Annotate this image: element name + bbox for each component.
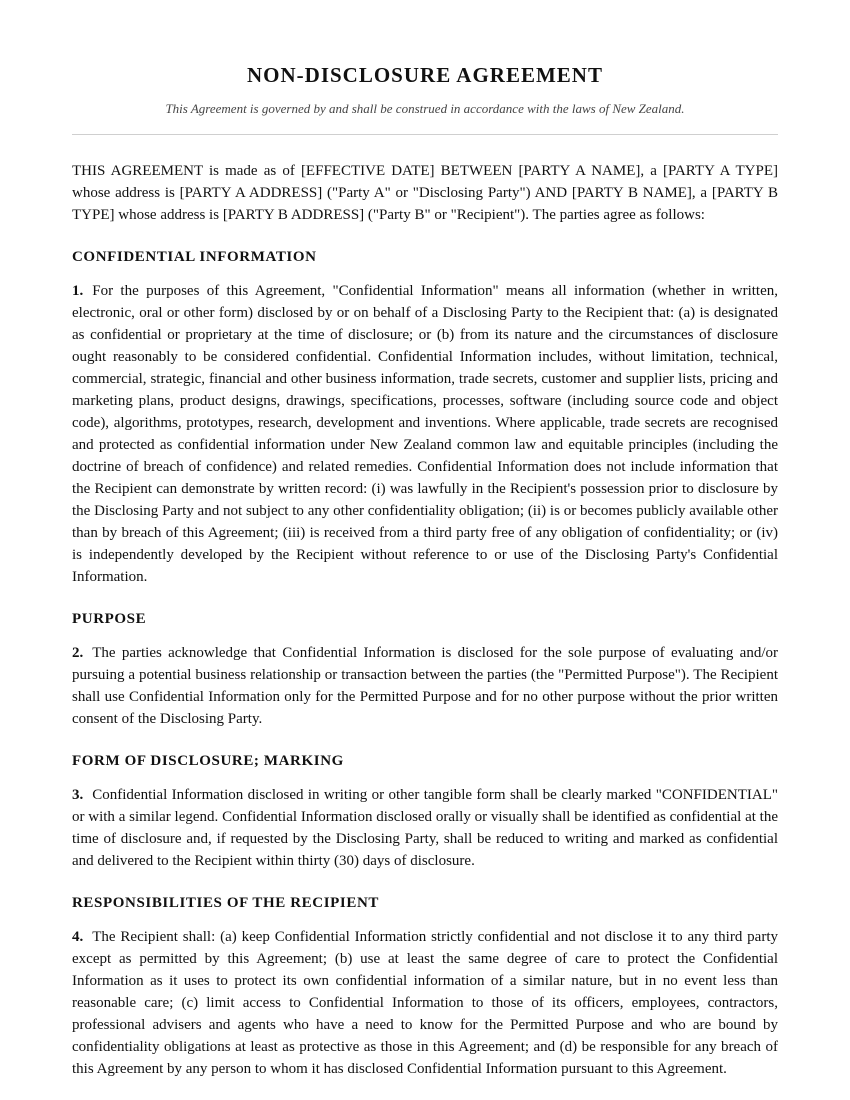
clause-paragraph — [72, 926, 778, 1080]
clause-number: 2. — [72, 645, 84, 661]
section-responsibilities-of-recipient — [72, 893, 778, 1080]
governing-law-note: This Agreement is governed by and shall be construed in accordance with the laws of New Zealand. — [165, 101, 685, 116]
clause-text: For the purposes of this Agreement, "Confidential Information" means all information (whether in written, electronic, oral or other form) disclosed by or on behalf of a Disclosing Party to the Recipient that: (a) is designated as confidential or proprietary at the time of disclosure; or (b) from its nature and the circumstances of disclosure ought reasonably to be considered confidential. Confidential Information includes, without limitation, technical, commercial, strategic, financial and other business information, trade secrets, customer and supplier lists, pricing and marketing plans, product designs, drawings, specifications, processes, software (including source code and object code), algorithms, prototypes, research, development and inventions. Where applicable, trade secrets are recognised and protected as confidential information under New Zealand common law and equitable principles (including the doctrine of breach of confidence) and related remedies. Confidential Information does not include information that the Recipient can demonstrate by written record: (i) was lawfully in the Recipient's possession prior to disclosure by the Disclosing Party and not subject to any other confidentiality obligation; (ii) is or becomes publicly available other than by breach of this Agreement; (iii) is received from a third party free of any obligation of confidentiality; or (iv) is independently developed by the Recipient without reference to or use of the Disclosing Party's Confidential Information. — [72, 283, 778, 585]
section-confidential-information — [72, 247, 778, 588]
header-divider — [72, 134, 778, 135]
clause-paragraph — [72, 642, 778, 730]
section-heading: CONFIDENTIAL INFORMATION — [72, 249, 317, 265]
clause-number: 4. — [72, 929, 84, 945]
clause-text: Confidential Information disclosed in writing or other tangible form shall be clearly marked "CONFIDENTIAL" or with a similar legend. Confidential Information disclosed orally or visually shall be identified as confidential at the time of disclosure and, if requested by the Disclosing Party, shall be reduced to writing and marked as confidential and delivered to the Recipient within thirty (30) days of disclosure. — [72, 787, 778, 869]
section-heading: PURPOSE — [72, 611, 147, 627]
clause-paragraph — [72, 784, 778, 872]
preamble-paragraph: THIS AGREEMENT is made as of [EFFECTIVE DATE] BETWEEN [PARTY A NAME], a [PARTY A TYPE] whose address is [PARTY A ADDRESS] ("Party A" or "Disclosing Party") AND [PARTY B NAME], a [PARTY B TYPE] whose address is [PARTY B ADDRESS] ("Party B" or "Recipient"). The parties agree as follows: — [72, 163, 778, 223]
section-heading: RESPONSIBILITIES OF THE RECIPIENT — [72, 895, 379, 911]
clause-number: 1. — [72, 283, 84, 299]
clause-number: 3. — [72, 787, 84, 803]
section-form-of-disclosure — [72, 751, 778, 872]
document-page — [72, 62, 778, 1080]
clause-paragraph — [72, 280, 778, 588]
section-purpose — [72, 609, 778, 730]
clause-text: The parties acknowledge that Confidential Information is disclosed for the sole purpose of evaluating and/or pursuing a potential business relationship or transaction between the parties (the "Permitted Purpose"). The Recipient shall use Confidential Information only for the Permitted Purpose and for no other purpose without the prior written consent of the Disclosing Party. — [72, 645, 778, 727]
document-title: NON-DISCLOSURE AGREEMENT — [247, 63, 603, 87]
clause-text: The Recipient shall: (a) keep Confidential Information strictly confidential and not disclose it to any third party except as permitted by this Agreement; (b) use at least the same degree of care to protect the Confidential Information as it uses to protect its own confidential information of a similar nature, but in no event less than reasonable care; (c) limit access to Confidential Information to those of its officers, employees, contractors, professional advisers and agents who have a need to know for the Permitted Purpose and who are bound by confidentiality obligations at least as protective as those in this Agreement; and (d) be responsible for any breach of this Agreement by any person to whom it has disclosed Confidential Information pursuant to this Agreement. — [72, 929, 778, 1077]
section-heading: FORM OF DISCLOSURE; MARKING — [72, 753, 344, 769]
